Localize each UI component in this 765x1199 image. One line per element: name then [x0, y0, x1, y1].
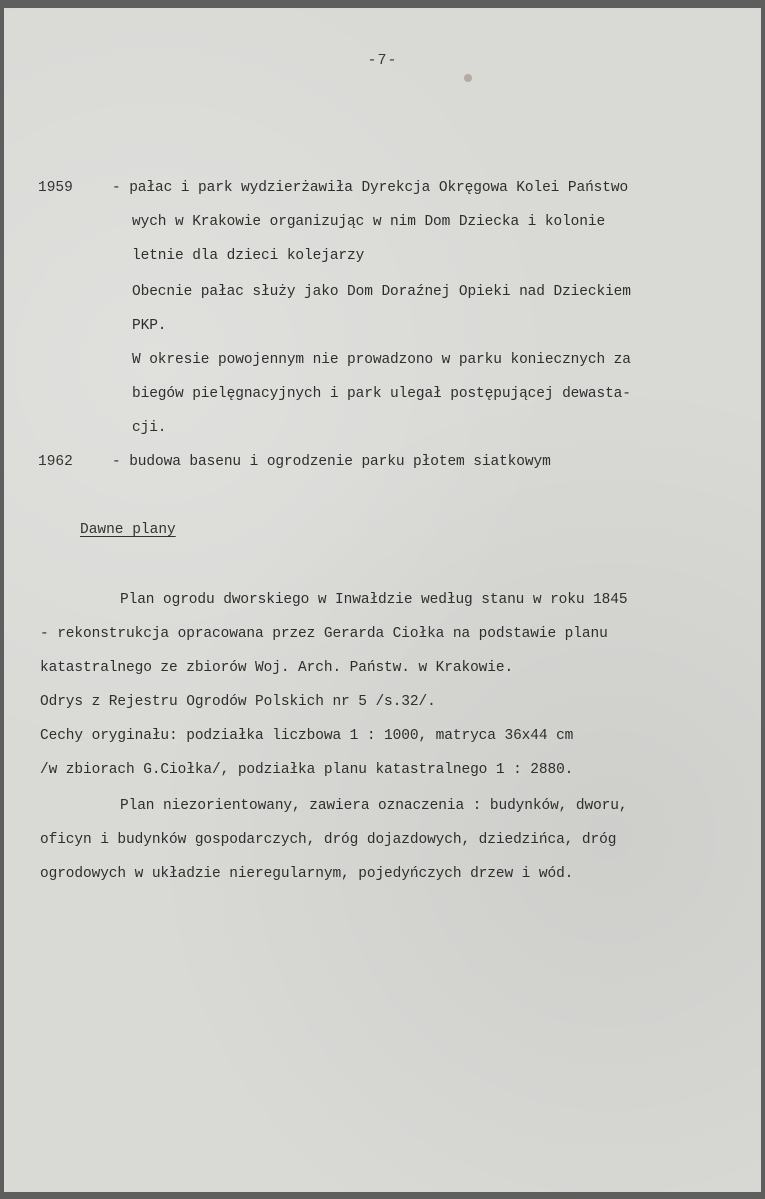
entry-line: cji. — [132, 420, 167, 436]
paragraph-line: Odrys z Rejestru Ogrodów Polskich nr 5 /s.32/. — [40, 694, 436, 710]
paragraph-line: Plan niezorientowany, zawiera oznaczenia : budynków, dworu, — [120, 798, 628, 814]
entry-year: 1962 — [38, 454, 73, 470]
entry-line: PKP. — [132, 318, 167, 334]
paragraph-line: ogrodowych w układzie nieregularnym, pojedyńczych drzew i wód. — [40, 866, 574, 882]
entry-line: Obecnie pałac służy jako Dom Doraźnej Opieki nad Dzieckiem — [132, 284, 631, 300]
entry-line: letnie dla dzieci kolejarzy — [132, 248, 365, 264]
paragraph-line: Cechy oryginału: podziałka liczbowa 1 : 1000, matryca 36x44 cm — [40, 728, 574, 744]
entry-year: 1959 — [38, 180, 73, 196]
paragraph-line: oficyn i budynków gospodarczych, dróg dojazdowych, dziedzińca, dróg — [40, 832, 617, 848]
entry-line: wych w Krakowie organizując w nim Dom Dziecka i kolonie — [132, 214, 606, 230]
paper-stain — [464, 74, 472, 82]
page-number: -7- — [367, 52, 398, 69]
paragraph-line: katastralnego ze zbiorów Woj. Arch. Państw. w Krakowie. — [40, 660, 514, 676]
paragraph-line: /w zbiorach G.Ciołka/, podziałka planu katastralnego 1 : 2880. — [40, 762, 574, 778]
entry-line: - pałac i park wydzierżawiła Dyrekcja Okręgowa Kolei Państwo — [112, 180, 629, 196]
entry-line: biegów pielęgnacyjnych i park ulegał postępującej dewasta- — [132, 386, 631, 402]
document-page — [4, 8, 761, 1192]
entry-line: - budowa basenu i ogrodzenie parku płotem siatkowym — [112, 454, 551, 470]
section-heading: Dawne plany — [80, 522, 176, 538]
entry-line: W okresie powojennym nie prowadzono w parku koniecznych za — [132, 352, 631, 368]
paragraph-line: - rekonstrukcja opracowana przez Gerarda Ciołka na podstawie planu — [40, 626, 608, 642]
paragraph-line: Plan ogrodu dworskiego w Inwałdzie według stanu w roku 1845 — [120, 592, 628, 608]
